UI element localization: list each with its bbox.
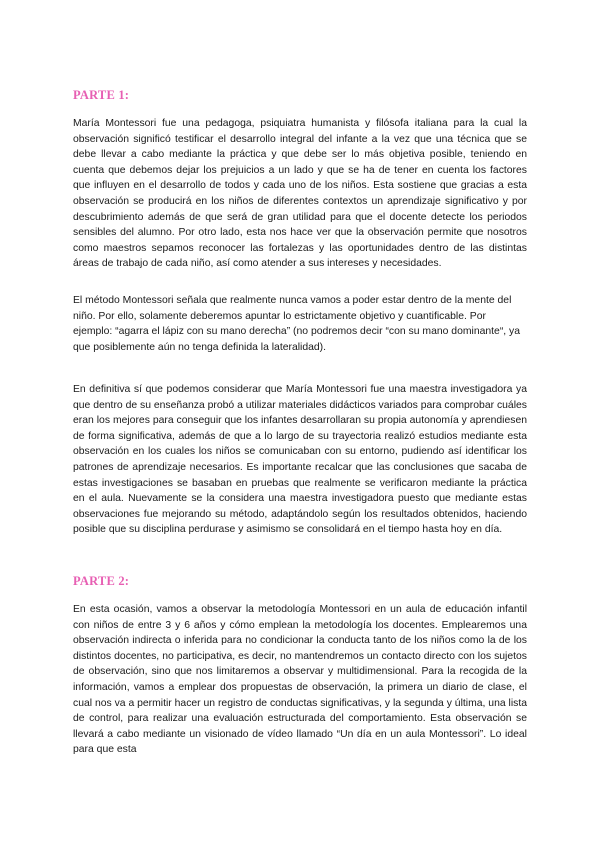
paragraph-montessori-observation: María Montessori fue una pedagoga, psiquiatra humanista y filósofa italiana para la cual la observación significó testificar el desarrollo integral del infante a la vez que una técnica que se debe llevar a cabo mediante la práctica y que debe ser lo más objetiva posible, teniendo en cuenta que debemos dejar los prejuicios a un lado y que se ha de tener en cuenta los factores que influyen en el desarrollo de todos y cada uno de los niños. Esta sostiene que gracias a esta observación se producirá en los niños de diferentes contextos un aprendizaje significativo y por descubrimiento además de que será de gran utilidad para que el docente detecte los periodos sensibles del alumno. Por otro lado, esta nos hace ver que la observación permite que nosotros como maestros sepamos reconocer las fortalezas y las oportunidades dentro de las distintas áreas de trabajo de cada niño, así como atender a sus intereses y necesidades. <box>73 118 527 270</box>
heading-parte-2: PARTE 2: <box>73 574 130 588</box>
heading-parte-1: PARTE 1: <box>73 88 130 102</box>
paragraph-maestra-investigadora: En definitiva sí que podemos considerar que María Montessori fue una maestra investigadora ya que dentro de su enseñanza probó a utilizar materiales didácticos variados para comprobar cuáles eran los mejores para conseguir que los infantes desarrollaran su propia autonomía y aprendiesen de forma significativa, además de que a lo largo de su trayectoria realizó estudios mediante esta observación en los cuales los niños se comunicaban con su entorno, pudiendo así identificar los patrones de aprendizaje necesarios. Es importante recalcar que las conclusiones que sacaba de estas investigaciones se basaban en pruebas que realmente se verificaron mediante la práctica en el aula. Nuevamente se la considera una maestra investigadora puesto que mediante estas observaciones fue mejorando su método, adaptándolo según los resultados obtenidos, haciendo posible que su disciplina perdurase y asimismo se consolidará en el tiempo hasta hoy en día. <box>73 384 527 536</box>
paragraph-observacion-aula: En esta ocasión, vamos a observar la metodología Montessori en un aula de educación infantil con niños de entre 3 y 6 años y cómo emplean la metodología los docentes. Emplearemos una observación indirecta o inferida para no condicionar la conducta tanto de los niños como la de los distintos docentes, no participativa, es decir, no mantendremos un contacto directo con los sujetos de observación, sino que nos limitaremos a observar y multidimensional. Para la recogida de la información, vamos a emplear dos propuestas de observación, la primera un diario de clase, el cual nos va a permitir hacer un registro de conductas significativas, y la segunda y última, una lista de control, para realizar una evaluación estructurada del comportamiento. Esta observación se llevará a cabo mediante un visionado de vídeo llamado “Un día en un aula Montessori”. Lo ideal para que esta <box>73 604 527 756</box>
paragraph-metodo-objetivo: El método Montessori señala que realmente nunca vamos a poder estar dentro de la mente del niño. Por ello, solamente deberemos apuntar lo estrictamente objetivo y cuantificable. Por ejemplo: “agarra el lápiz con su mano derecha” (no podremos decir “con su mano dominante“, ya que posiblemente aún no tenga definida la lateralidad). <box>73 295 521 353</box>
